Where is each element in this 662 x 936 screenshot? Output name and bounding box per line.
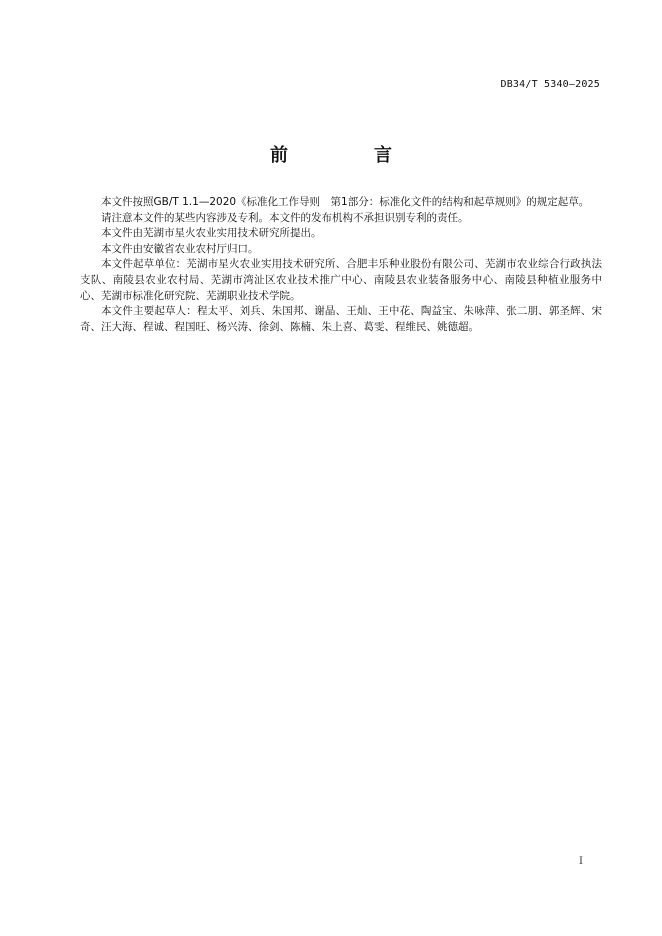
paragraph-main-drafters: 本文件主要起草人：程太平、刘兵、朱国邦、谢晶、王灿、王中花、陶益宝、朱咏萍、张二朋、郭圣辉、宋奇、汪大海、程诚、程国旺、杨兴涛、徐剑、陈楠、朱上喜、葛雯、程维民、姚德超。	[80, 305, 602, 333]
paragraph-proposer: 本文件由芜湖市星火农业实用技术研究所提出。	[101, 227, 322, 240]
page-title: 前 言	[270, 145, 426, 166]
page-number: I	[579, 856, 583, 867]
paragraph-drafting-rules: 本文件按照GB/T 1.1—2020《标准化工作导则 第1部分：标准化文件的结构和起草规则》的规定起草。	[101, 196, 590, 208]
document-code: DB34/T 5340—2025	[500, 79, 600, 90]
paragraph-patent-notice: 请注意本文件的某些内容涉及专利。本文件的发布机构不承担识别专利的责任。	[101, 211, 469, 224]
paragraph-drafting-units: 本文件起草单位：芜湖市星火农业实用技术研究所、合肥丰乐种业股份有限公司、芜湖市农业综合行政执法支队、南陵县农业农村局、芜湖市湾沚区农业技术推广中心、南陵县农业装备服务中心、南陵县种植业服务中心、芜湖市标准化研究院、芜湖职业技术学院。	[80, 258, 602, 302]
foreword-body	[80, 195, 602, 335]
paragraph-administrator: 本文件由安徽省农业农村厅归口。	[101, 242, 259, 255]
